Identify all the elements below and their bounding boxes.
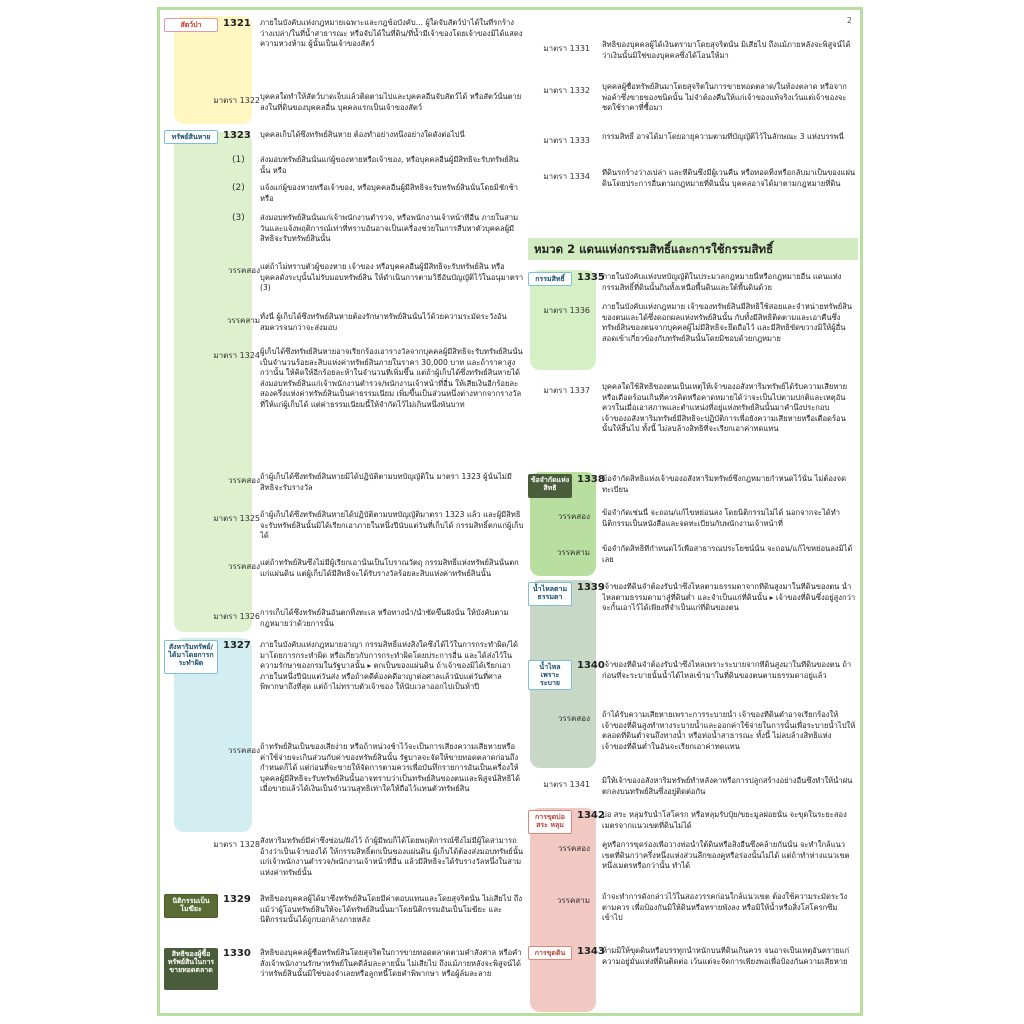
topic-tab: นิติกรรมเป็นโมฆียะ	[164, 894, 218, 918]
section-text: ทั้งนี้ ผู้เก็บได้ซึ่งทรัพย์สินหายต้องรักษาทรัพย์สินนั้นไว้ด้วยความระมัดระวังอันสมควรจนกว่าจะส่งมอบ	[260, 312, 507, 332]
band-digging	[530, 808, 596, 1012]
section-label: มาตรา 1322	[213, 96, 260, 105]
section-text: เจ้าของที่ดินจำต้องรับน้ำซึ่งไหลตามธรรมดาจากที่ดินสูงมาในที่ดินของตน น้ำไหลตามธรรมดามาสู่ที่ดินต่ำ และจำเป็นแก่ที่ดินนั้น ▸ เจ้าของที่ดินซึ่งอยู่สูงกว่าจะกั้นเอาไว้ได้เพียงที่จำเป็นแก่ที่ดินของตน	[602, 582, 856, 613]
page-number: 2	[846, 16, 852, 25]
section-label: วรรคสอง	[227, 562, 260, 571]
section-label: มาตรา 1336	[543, 306, 590, 315]
topic-tab: ทรัพย์สินหาย	[164, 130, 218, 144]
section-label: 1329	[223, 894, 251, 905]
section-label: มาตรา 1341	[543, 780, 590, 789]
section-label: วรรคสอง	[557, 714, 590, 723]
section-label: วรรคสอง	[227, 746, 260, 755]
section-text: ผู้เก็บได้ซึ่งทรัพย์สินหายอาจเรียกร้องเอารางวัลจากบุคคลผู้มีสิทธิจะรับทรัพย์สินนั้นเป็นจำนวนร้อยละสิบแห่งค่าทรัพย์สินภายในราคา 30,000 บาท และถ้าราคาสูงกว่านั้น ให้คิดให้อีกร้อยละห้าในจำนวนที่เพิ่มขึ้น แต่ถ้าผู้เก็บได้ซึ่งทรัพย์สินหายได้ส่งมอบทรัพย์สินแก่เจ้าพนักงานตำรวจ/พนักงานเจ้าหน้าที่อื่น ให้เสียเงินอีกร้อยละสองครึ่งแห่งค่าทรัพย์สินเป็นค่าธรรมเนียม เพิ่มขึ้นเป็นส่วนหนึ่งต่างหากจากรางวัลที่ให้แก่ผู้เก็บได้ แต่ค่าธรรมเนียมนี้ให้จำกัดไว้ไม่เกินหนึ่งพันบาท	[260, 347, 523, 409]
section-label: มาตรา 1328	[213, 840, 260, 849]
section-label: 1340	[577, 660, 605, 671]
band-wild-animals	[174, 16, 252, 124]
document-page	[157, 7, 863, 1016]
section-text: ข้อจำกัดสิทธิที่กำหนดไว้เพื่อสาธารณประโยชน์นั้น จะถอน/แก้ไขหย่อนลงมิได้เลย	[602, 544, 853, 564]
section-text: มิให้เจ้าของอสังหาริมทรัพย์ทำหลังคาหรือการปลูกสร้างอย่างอื่นซึ่งทำให้น้ำฝนตกลงบนทรัพย์สินซึ่งอยู่ติดต่อกัน	[602, 776, 853, 796]
section-text: แจ้งแก่ผู้ของหายหรือเจ้าของ, หรือบุคคลอื่นผู้มีสิทธิจะรับทรัพย์สินนั้นโดยมิชักช้า หรือ	[260, 183, 518, 203]
section-label: มาตรา 1337	[543, 386, 590, 395]
section-text: การเก็บได้ซึ่งทรัพย์สินอันตกทิ้งทะเล หรือทางน้ำ/น้ำซัดขึ้นฝั่งนั้น ให้บังคับตามกฎหมายว่าด้วยการนั้น	[260, 608, 509, 628]
section-label: วรรคสอง	[557, 512, 590, 521]
right-column	[528, 10, 860, 1013]
section-text: บุคคลเก็บได้ซึ่งทรัพย์สินหาย ต้องทำอย่างหนึ่งอย่างใดดังต่อไปนี้	[260, 130, 465, 139]
section-label: 1321	[223, 18, 251, 29]
section-label: 1338	[577, 474, 605, 485]
section-label: 1330	[223, 948, 251, 959]
section-text: สิทธิของบุคคลผู้ได้มาซึ่งทรัพย์สินโดยมีค่าตอบแทนและโดยสุจริตนั้น ไม่เสียไป ถึงแม้ว่าผู้โอนทรัพย์สินให้จะได้ทรัพย์สินนั้นมาโดยนิติกรรมอันเป็นโมฆียะ และนิติกรรมนั้นได้ถูกบอกล้างภายหลัง	[260, 894, 523, 925]
section-text: บ่อ สระ หลุมรับน้ำโสโครก หรือหลุมรับปุ๋ย/ขยะมูลฝอยนั้น จะขุดในระยะสองเมตรจากแนวเขตที่ดินไม่ได้	[602, 810, 847, 830]
section-text: ข้อจำกัดเช่นนี้ จะถอน/แก้ไขหย่อนลง โดยนิติกรรมไม่ได้ นอกจากจะได้ทำนิติกรรมเป็นหนังสือและจดทะเบียนกับพนักงานเจ้าหน้าที่	[602, 508, 841, 528]
section-text: คูหรือการขุดร่องเพื่อวางท่อน้ำใต้ดินหรือสิ่งอื่นซึ่งคล้ายกันนั้น จะทำใกล้แนวเขตที่ดินกว่าครึ่งหนึ่งแห่งส่วนลึกของคูหรือร่องนั้นไม่ได้ แต่ถ้าทำห่างแนวเขตหนึ่งเมตรหรือกว่านั้น ทำได้	[602, 840, 850, 871]
section-text: สังหาริมทรัพย์มีค่าซึ่งซ่อน/ฝังไว้ ถ้าผู้มีพบก็ได้โดยพฤติการณ์ซึ่งไม่มีผู้ใดสามารถอ้างว่าเป็นเจ้าของได้ ให้กรรมสิทธิ์ตกเป็นของแผ่นดิน ผู้เก็บได้ต้องส่งมอบทรัพย์นั้นแก่เจ้าพนักงานตำรวจ/พนักงานเจ้าหน้าที่อื่น แล้วมีสิทธิจะได้รับรางวัลหนึ่งในสามแห่งค่าทรัพย์นั้น	[260, 836, 524, 877]
section-label: 1327	[223, 640, 251, 651]
section-text: ถ้าได้รับความเสียหายเพราะการระบายน้ำ เจ้าของที่ดินต่ำอาจเรียกร้องให้เจ้าของที่ดินสูงทำทางระบายน้ำและออกค่าใช้จ่ายในการนั้นเพื่อระบายน้ำไปให้ตลอดที่ดินต่ำจนถึงทางน้ำ หรือท่อน้ำสาธารณะ ทั้งนี้ ไม่ลบล้างสิทธิแห่งเจ้าของที่ดินต่ำในอันจะเรียกเอาค่าทดแทน	[602, 710, 856, 751]
section-text: บุคคลใดทำให้สัตว์บาดเจ็บแล้วติดตามไปและบุคคลอื่นจับสัตว์ได้ หรือสัตว์นั้นตายลงในที่ดินของบุคคลอื่น บุคคลแรกเป็นเจ้าของสัตว์	[260, 92, 522, 112]
topic-tab: กรรมสิทธิ์	[528, 272, 572, 286]
section-text: แต่ถ้าไม่ทราบตัวผู้ของหาย เจ้าของ หรือบุคคลอื่นผู้มีสิทธิจะรับทรัพย์สิน หรือบุคคลดังระบุนั้นไม่รับมอบทรัพย์สิน ให้ดำเนินการตามวิธีอันบัญญัติไว้ในอนุมาตรา (3)	[260, 262, 524, 293]
section-header: หมวด 2 แดนแห่งกรรมสิทธิ์และการใช้กรรมสิทธิ์	[528, 238, 858, 260]
section-text: ข้อจำกัดสิทธิแห่งเจ้าของอสังหาริมทรัพย์ซึ่งกฎหมายกำหนดไว้นั้น ไม่ต้องจดทะเบียน	[602, 474, 847, 494]
section-label: มาตรา 1325	[213, 514, 260, 523]
section-text: ภายในบังคับแห่งบทบัญญัติในประมวลกฎหมายนี้หรือกฎหมายอื่น แดนแห่งกรรมสิทธิ์ที่ดินนั้นกินทั้งเหนือพื้นดินและใต้พื้นดินด้วย	[602, 272, 842, 292]
topic-tab: สัตว์ป่า	[164, 18, 218, 32]
section-label: มาตรา 1334	[543, 172, 590, 181]
section-text: ที่ดินรกร้างว่างเปล่า และที่ดินซึ่งมีผู้เวนคืน หรือทอดทิ้งหรือกลับมาเป็นของแผ่นดินโดยประการอื่นตามกฎหมายที่ดินนั้น บุคคลอาจได้มาตามกฎหมายที่ดิน	[602, 168, 856, 188]
section-text: ส่งมอบทรัพย์สินนั้นแก่ผู้ของหายหรือเจ้าของ, หรือบุคคลอื่นผู้มีสิทธิจะรับทรัพย์สินนั้น หรือ	[260, 155, 519, 175]
section-label: วรรคสาม	[226, 316, 260, 325]
topic-tab: การขุดดิน	[528, 946, 572, 960]
section-label: 1323	[223, 130, 251, 141]
section-text: บุคคลผู้ซื้อทรัพย์สินมาโดยสุจริตในการขายทอดตลาด/ในท้องตลาด หรือจากพ่อค้าซึ่งขายของชนิดนั้น ไม่จำต้องคืนให้แก่เจ้าของแท้จริงเว้นแต่เจ้าของจะชดใช้ราคาที่ซื้อมา	[602, 82, 847, 113]
section-text: ภายในบังคับแห่งกฎหมายอาญา กรรมสิทธิ์แห่งสิ่งใดซึ่งได้ไว้ในการกระทำผิด/ได้มาโดยการกระทำผิด หรือเกี่ยวกับการกระทำผิดโดยประการอื่น และได้ส่งไว้ในความรักษาของกรมในรัฐบาลนั้น ▸ ตกเป็นของแผ่นดิน ถ้าเจ้าของมิได้เรียกเอาภายในหนึ่งปีนับแต่วันส่ง หรือถ้าคดีต้องคดีอาญาต่อศาลแล้วนับแต่วันที่ศาลพิพากษาถึงที่สุด แต่ถ้าไม่ทราบตัวเจ้าของ ให้นับเวลาออกไปเป็นห้าปี	[260, 640, 518, 692]
topic-tab: น้ำไหลเพราะระบาย	[528, 660, 572, 690]
section-label: วรรคสอง	[227, 266, 260, 275]
section-label: วรรคสอง	[227, 476, 260, 485]
topic-tab: สังหาริมทรัพย์/ได้มาโดยการกระทำผิด	[164, 640, 218, 674]
section-text: ภายในบังคับแห่งกฎหมาย เจ้าของทรัพย์สินมีสิทธิใช้สอยและจำหน่ายทรัพย์สินของตนและได้ซึ่งดอกผลแห่งทรัพย์สินนั้น กับทั้งมีสิทธิติดตามและเอาคืนซึ่งทรัพย์สินของตนจากบุคคลผู้ไม่มีสิทธิจะยึดถือไว้ และมีสิทธิขัดขวางมิให้ผู้อื่นสอดเข้าเกี่ยวข้องกับทรัพย์สินนั้นโดยมิชอบด้วยกฎหมาย	[602, 302, 853, 343]
topic-tab: การขุดบ่อ สระ หลุม	[528, 810, 572, 834]
section-text: ถ้าผู้เก็บได้ซึ่งทรัพย์สินหายมิได้ปฏิบัติตามบทบัญญัติใน มาตรา 1323 ผู้นั้นไม่มีสิทธิจะรับรางวัล	[260, 472, 512, 492]
section-label: วรรคสาม	[556, 548, 590, 557]
section-label: 1342	[577, 810, 605, 821]
section-text: ถ้าทรัพย์สินเป็นของเสียง่าย หรือถ้าหน่วงช้าไว้จะเป็นการเสี่ยงความเสียหายหรือค่าใช้จ่ายจะเกินส่วนกับค่าของทรัพย์สินนั้น รัฐบาลจะจัดให้ขายทอดตลาดก่อนถึงกำหนดก็ได้ แต่ก่อนที่จะขายให้จัดการตามควรเพื่อบันทึกรายการอันเป็นเครื่องให้บุคคลผู้มีสิทธิจะรับทรัพย์สินนั้นอาจทราบว่าเป็นทรัพย์สินของตนและพิสูจน์สิทธิได้ เมื่อขายแล้วได้เงินเป็นจำนวนสุทธิเท่าใดให้ถือไว้แทนตัวทรัพย์สิน	[260, 742, 520, 794]
section-label: วรรคสาม	[556, 896, 590, 905]
section-text: บุคคลใดใช้สิทธิของตนเป็นเหตุให้เจ้าของอสังหาริมทรัพย์ได้รับความเสียหาย หรือเดือดร้อนเกินที่ควรคิดหรือคาดหมายได้ว่าจะเป็นไปตามปกติและเหตุอันควรในเมื่อเอาสภาพและตำแหน่งที่อยู่แห่งทรัพย์สินนั้นมาคำนึงประกอบ เจ้าของอสังหาริมทรัพย์มีสิทธิจะปฏิบัติการเพื่อยังความเสียหายหรือเดือดร้อนนั้นให้สิ้นไป ทั้งนี้ ไม่ลบล้างสิทธิที่จะเรียกเอาค่าทดแทน	[602, 382, 848, 434]
section-text: ภายในบังคับแห่งกฎหมายเฉพาะและกฎข้อบังคับ... ผู้ใดจับสัตว์ป่าได้ในที่รกร้างว่างเปล่า/ในที่น้ำสาธารณะ หรือจับได้ในที่ดิน/ที่น้ำมีเจ้าของโดยเจ้าของมิได้แสดงความหวงห้าม ผู้นั้นเป็นเจ้าของสัตว์	[260, 18, 523, 49]
section-text: สิทธิของบุคคลผู้ซื้อทรัพย์สินโดยสุจริตในการขายทอดตลาดตามคำสั่งศาล หรือคำสั่งเจ้าพนักงานรักษาทรัพย์ในคดีล้มละลายนั้น ไม่เสียไป ถึงแม้ภายหลังจะพิสูจน์ได้ว่าทรัพย์สินนั้นมิใช่ของจำเลยหรือลูกหนี้โดยคำพิพากษา หรือผู้ล้มละลาย	[260, 948, 522, 979]
section-text: ห้ามมิให้ขุดดินหรือบรรทุกน้ำหนักบนที่ดินเกินควร จนอาจเป็นเหตุอันตรายแก่ความอยู่มั่นแห่งที่ดินติดต่อ เว้นแต่จะจัดการเพียงพอเพื่อป้องกันความเสียหาย	[602, 946, 850, 966]
section-label: (1)	[232, 155, 245, 165]
topic-tab: ข้อจำกัดแห่งสิทธิ	[528, 474, 572, 498]
section-label: (2)	[232, 183, 245, 193]
section-text: กรรมสิทธิ์ อาจได้มาโดยอายุความตามที่บัญญัติไว้ในลักษณะ 3 แห่งบรรพนี้	[602, 132, 844, 141]
left-column	[160, 10, 526, 1013]
section-text: แต่ถ้าทรัพย์สินซึ่งไม่มีผู้เรียกเอานั้นเป็นโบราณวัตถุ กรรมสิทธิ์แห่งทรัพย์สินนั้นตกแก่แผ่นดิน แต่ผู้เก็บได้มีสิทธิจะได้รับรางวัลร้อยละสิบแห่งค่าทรัพย์สินนั้น	[260, 558, 519, 578]
section-label: มาตรา 1326	[213, 612, 260, 621]
section-text: เจ้าของที่ดินจำต้องรับน้ำซึ่งไหลเพราะระบายจากที่ดินสูงมาในที่ดินของตน ถ้าก่อนที่จะระบายนั้นน้ำได้ไหลเข้ามาในที่ดินของตนตามธรรมดาอยู่แล้ว	[602, 660, 852, 680]
section-label: วรรคสอง	[557, 844, 590, 853]
section-label: (3)	[232, 213, 245, 223]
section-label: มาตรา 1332	[543, 86, 590, 95]
section-label: 1343	[577, 946, 605, 957]
topic-tab: น้ำไหลตามธรรมดา	[528, 582, 572, 606]
section-label: มาตรา 1324	[213, 351, 260, 360]
section-text: ส่งมอบทรัพย์สินนั้นแก่เจ้าพนักงานตำรวจ, หรือพนักงานเจ้าหน้าที่อื่น ภายในสามวันและแจ้งพฤติการณ์เท่าที่ทราบอันอาจเป็นเครื่องช่วยในการสืบหาตัวบุคคลผู้มีสิทธิจะรับทรัพย์สินนั้น	[260, 213, 519, 244]
section-label: มาตรา 1333	[543, 136, 590, 145]
section-text: สิทธิของบุคคลผู้ได้เงินตรามาโดยสุจริตนั้น มิเสียไป ถึงแม้ภายหลังจะพิสูจน์ได้ว่าเงินนั้นมิใช่ของบุคคลซึ่งได้โอนให้มา	[602, 40, 851, 60]
section-label: 1339	[577, 582, 605, 593]
section-label: 1335	[577, 272, 605, 283]
band-lost-property	[174, 132, 252, 632]
topic-tab: สิทธิของผู้ซื้อทรัพย์สินในการขายทอดตลาด	[164, 948, 218, 990]
section-text: ถ้าผู้เก็บได้ซึ่งทรัพย์สินหายได้ปฏิบัติตามบทบัญญัติมาตรา 1323 แล้ว และผู้มีสิทธิจะรับทรัพย์สินนั้นมิได้เรียกเอาภายในหนึ่งปีนับแต่วันที่เก็บได้ กรรมสิทธิ์ตกแก่ผู้เก็บได้	[260, 510, 524, 541]
section-label: มาตรา 1331	[543, 44, 590, 53]
section-text: ถ้าจะทำการดังกล่าวไว้ในสองวรรคก่อนใกล้แนวเขต ต้องใช้ความระมัดระวังตามควร เพื่อป้องกันมิให้ดินหรือทรายพังลง หรือมิให้น้ำหรือสิ่งโสโครกซึมเข้าไป	[602, 892, 848, 923]
